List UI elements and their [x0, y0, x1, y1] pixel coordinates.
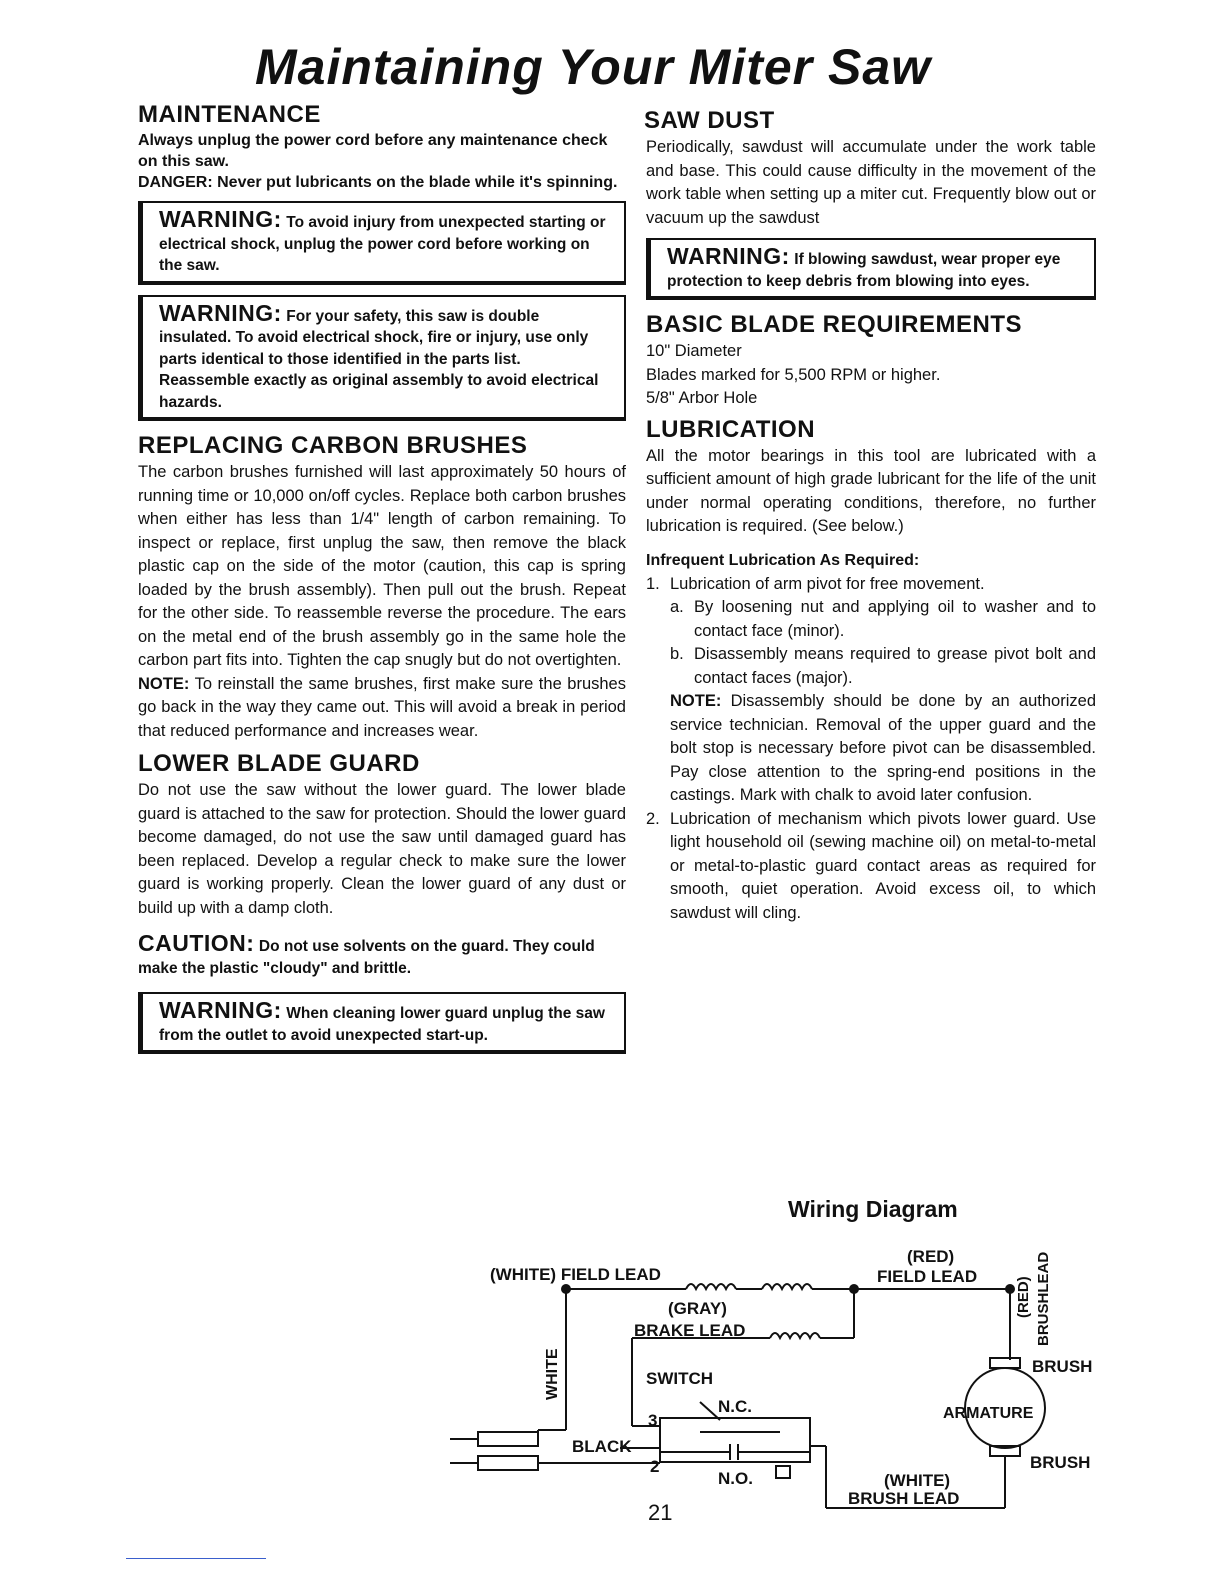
note-text: To reinstall the same brushes, first make sure the brushes go back in the way they came out. This will avoid a break in period that reduced performance and increases wear. — [138, 674, 626, 740]
blade-req-line: Blades marked for 5,500 RPM or higher. — [646, 365, 941, 384]
left-column — [138, 100, 626, 1064]
wiring-diagram-title: Wiring Diagram — [788, 1196, 958, 1222]
terminal-3-label: 3 — [648, 1411, 658, 1430]
white-wire-label: WHITE — [544, 1348, 561, 1400]
black-wire-label: BLACK — [572, 1437, 632, 1456]
nc-label: N.C. — [718, 1397, 752, 1416]
brush-top-label: BRUSH — [1032, 1357, 1093, 1376]
white-field-lead-label: (WHITE) FIELD LEAD — [490, 1265, 661, 1284]
saw-dust-text: Periodically, sawdust will accumulate under the work table and base. This could cause difficulty in the movement of the work table when setting up a miter cut. Frequently blow out or vacuum up the sawdust — [646, 138, 1096, 227]
page-number: 21 — [648, 1500, 673, 1525]
warning-text: When cleaning lower guard unplug the saw from the outlet to avoid unexpected start-up. — [159, 1005, 605, 1044]
warning-box-sawdust — [646, 238, 1096, 300]
lower-guard-text: Do not use the saw without the lower guard. The lower blade guard is attached to the saw for protection. Should the lower guard become damaged, do not use the saw until damaged guard has been replaced. Develop a regular check to make sure the lower guard is working properly. Clean the lower guard of any dust or build up with a damp cloth. — [138, 781, 626, 917]
warning-label: WARNING: — [159, 299, 282, 326]
red-vertical-label: (RED) — [1015, 1276, 1032, 1318]
warning-box-cleaning — [138, 992, 626, 1054]
footer-rule — [126, 1558, 266, 1559]
brake-lead-label: BRAKE LEAD — [634, 1321, 746, 1340]
list-item — [646, 808, 1096, 926]
danger-label: DANGER: — [138, 174, 213, 191]
saw-dust-heading: SAW DUST — [644, 107, 775, 134]
carbon-brushes-note — [138, 673, 626, 744]
note-label: NOTE: — [138, 674, 190, 693]
list-item — [646, 596, 1096, 643]
brush-bottom-label: BRUSH — [1030, 1453, 1091, 1472]
caution-label: CAUTION: — [138, 930, 255, 956]
caution-note — [138, 930, 626, 980]
list-number: 2. — [646, 809, 660, 828]
warning-text: For your safety, this saw is double insulated. To avoid electrical shock, fire or injury, use only parts identical to those identified in the parts list. Reassemble exactly as original assembly to avoid electrical hazards. — [159, 307, 599, 411]
lubrication-note — [646, 690, 1096, 808]
note-label: NOTE: — [670, 692, 722, 710]
lubrication-text: All the motor bearings in this tool are lubricated with a sufficient amount of high grade lubricant for the life of the unit under normal operating conditions, therefore, no further lubrication is required. (See below.) — [646, 446, 1096, 535]
list-text: Lubrication of mechanism which pivots lower guard. Use light household oil (sewing machine oil) on metal-to-metal or metal-to-plastic guard contact areas as required for smooth, quiet operation. Avoid excess oil, to which sawdust will cling. — [670, 809, 1096, 922]
list-number: 1. — [646, 574, 660, 593]
blade-requirements-heading: BASIC BLADE REQUIREMENTS — [646, 311, 1023, 338]
red-field-lead-label: FIELD LEAD — [877, 1267, 978, 1286]
blade-req-line: 10" Diameter — [646, 342, 742, 360]
lower-guard-heading: LOWER BLADE GUARD — [138, 750, 420, 777]
list-letter: a. — [670, 598, 684, 616]
maintenance-text: Always unplug the power cord before any maintenance check on this saw. — [138, 132, 608, 170]
lubrication-heading: LUBRICATION — [646, 415, 816, 443]
danger-text: Never put lubricants on the blade while it's spinning. — [217, 174, 618, 191]
lubrication-subheading: Infrequent Lubrication As Required: — [646, 551, 920, 569]
maintenance-heading: MAINTENANCE — [138, 101, 321, 128]
red-label: (RED) — [907, 1247, 955, 1266]
page-title: Maintaining Your Miter Saw — [255, 39, 932, 95]
blade-req-line: 5/8" Arbor Hole — [646, 389, 758, 407]
list-text: By loosening nut and applying oil to washer and to contact face (minor). — [694, 598, 1096, 640]
armature-label: ARMATURE — [943, 1405, 1034, 1422]
switch-label: SWITCH — [646, 1369, 714, 1388]
warning-box-unplug — [138, 201, 626, 285]
carbon-brushes-text: The carbon brushes furnished will last approximately 50 hours of running time or 10,000 on/off cycles. Replace both carbon brushes when either has less than 1/4" length of carbon remaining. To inspect or replace, first unplug the saw, then remove the black plastic cap on the side of the motor (caution, this cap is spring loaded by the brush assembly). Then pull out the brush. Repeat for the other side. To reassemble reverse the procedure. The ears on the metal end of the brush assembly go in the same hole the carbon part fits into. Tighten the cap snugly but do not overtighten. — [138, 463, 626, 669]
no-label: N.O. — [718, 1469, 753, 1488]
warning-text: If blowing sawdust, wear proper eye protection to keep debris from blowing into eyes. — [667, 251, 1061, 290]
warning-label: WARNING: — [667, 243, 790, 269]
caution-text: Do not use solvents on the guard. They could make the plastic "cloudy" and brittle. — [138, 938, 595, 977]
warning-box-double-insulated — [138, 295, 626, 422]
warning-label: WARNING: — [159, 206, 282, 232]
list-letter: b. — [670, 645, 684, 663]
note-text: Disassembly should be done by an authorized service technician. Removal of the upper guard and the bolt stop is necessary before pivot can be disassembled. Pay close attention to the spring-end positions in the castings. Mark with chalk to avoid later confusion. — [670, 692, 1096, 804]
list-item — [646, 573, 1096, 597]
terminal-2-label: 2 — [650, 1457, 660, 1476]
list-text: Lubrication of arm pivot for free movement. — [670, 574, 985, 593]
brush-lead-label: BRUSH LEAD — [848, 1489, 960, 1508]
warning-label: WARNING: — [159, 997, 282, 1023]
carbon-brushes-heading: REPLACING CARBON BRUSHES — [138, 432, 528, 459]
danger-note — [138, 172, 626, 193]
white-brush-lead-label: (WHITE) — [884, 1471, 951, 1490]
brushlead-vertical-label: BRUSHLEAD — [1035, 1251, 1052, 1346]
list-text: Disassembly means required to grease pivot bolt and contact faces (major). — [694, 645, 1096, 687]
list-item — [646, 643, 1096, 690]
gray-label: (GRAY) — [668, 1299, 727, 1318]
warning-text: To avoid injury from unexpected starting or electrical shock, unplug the power cord before working on the saw. — [159, 214, 606, 274]
right-column — [646, 100, 1096, 925]
